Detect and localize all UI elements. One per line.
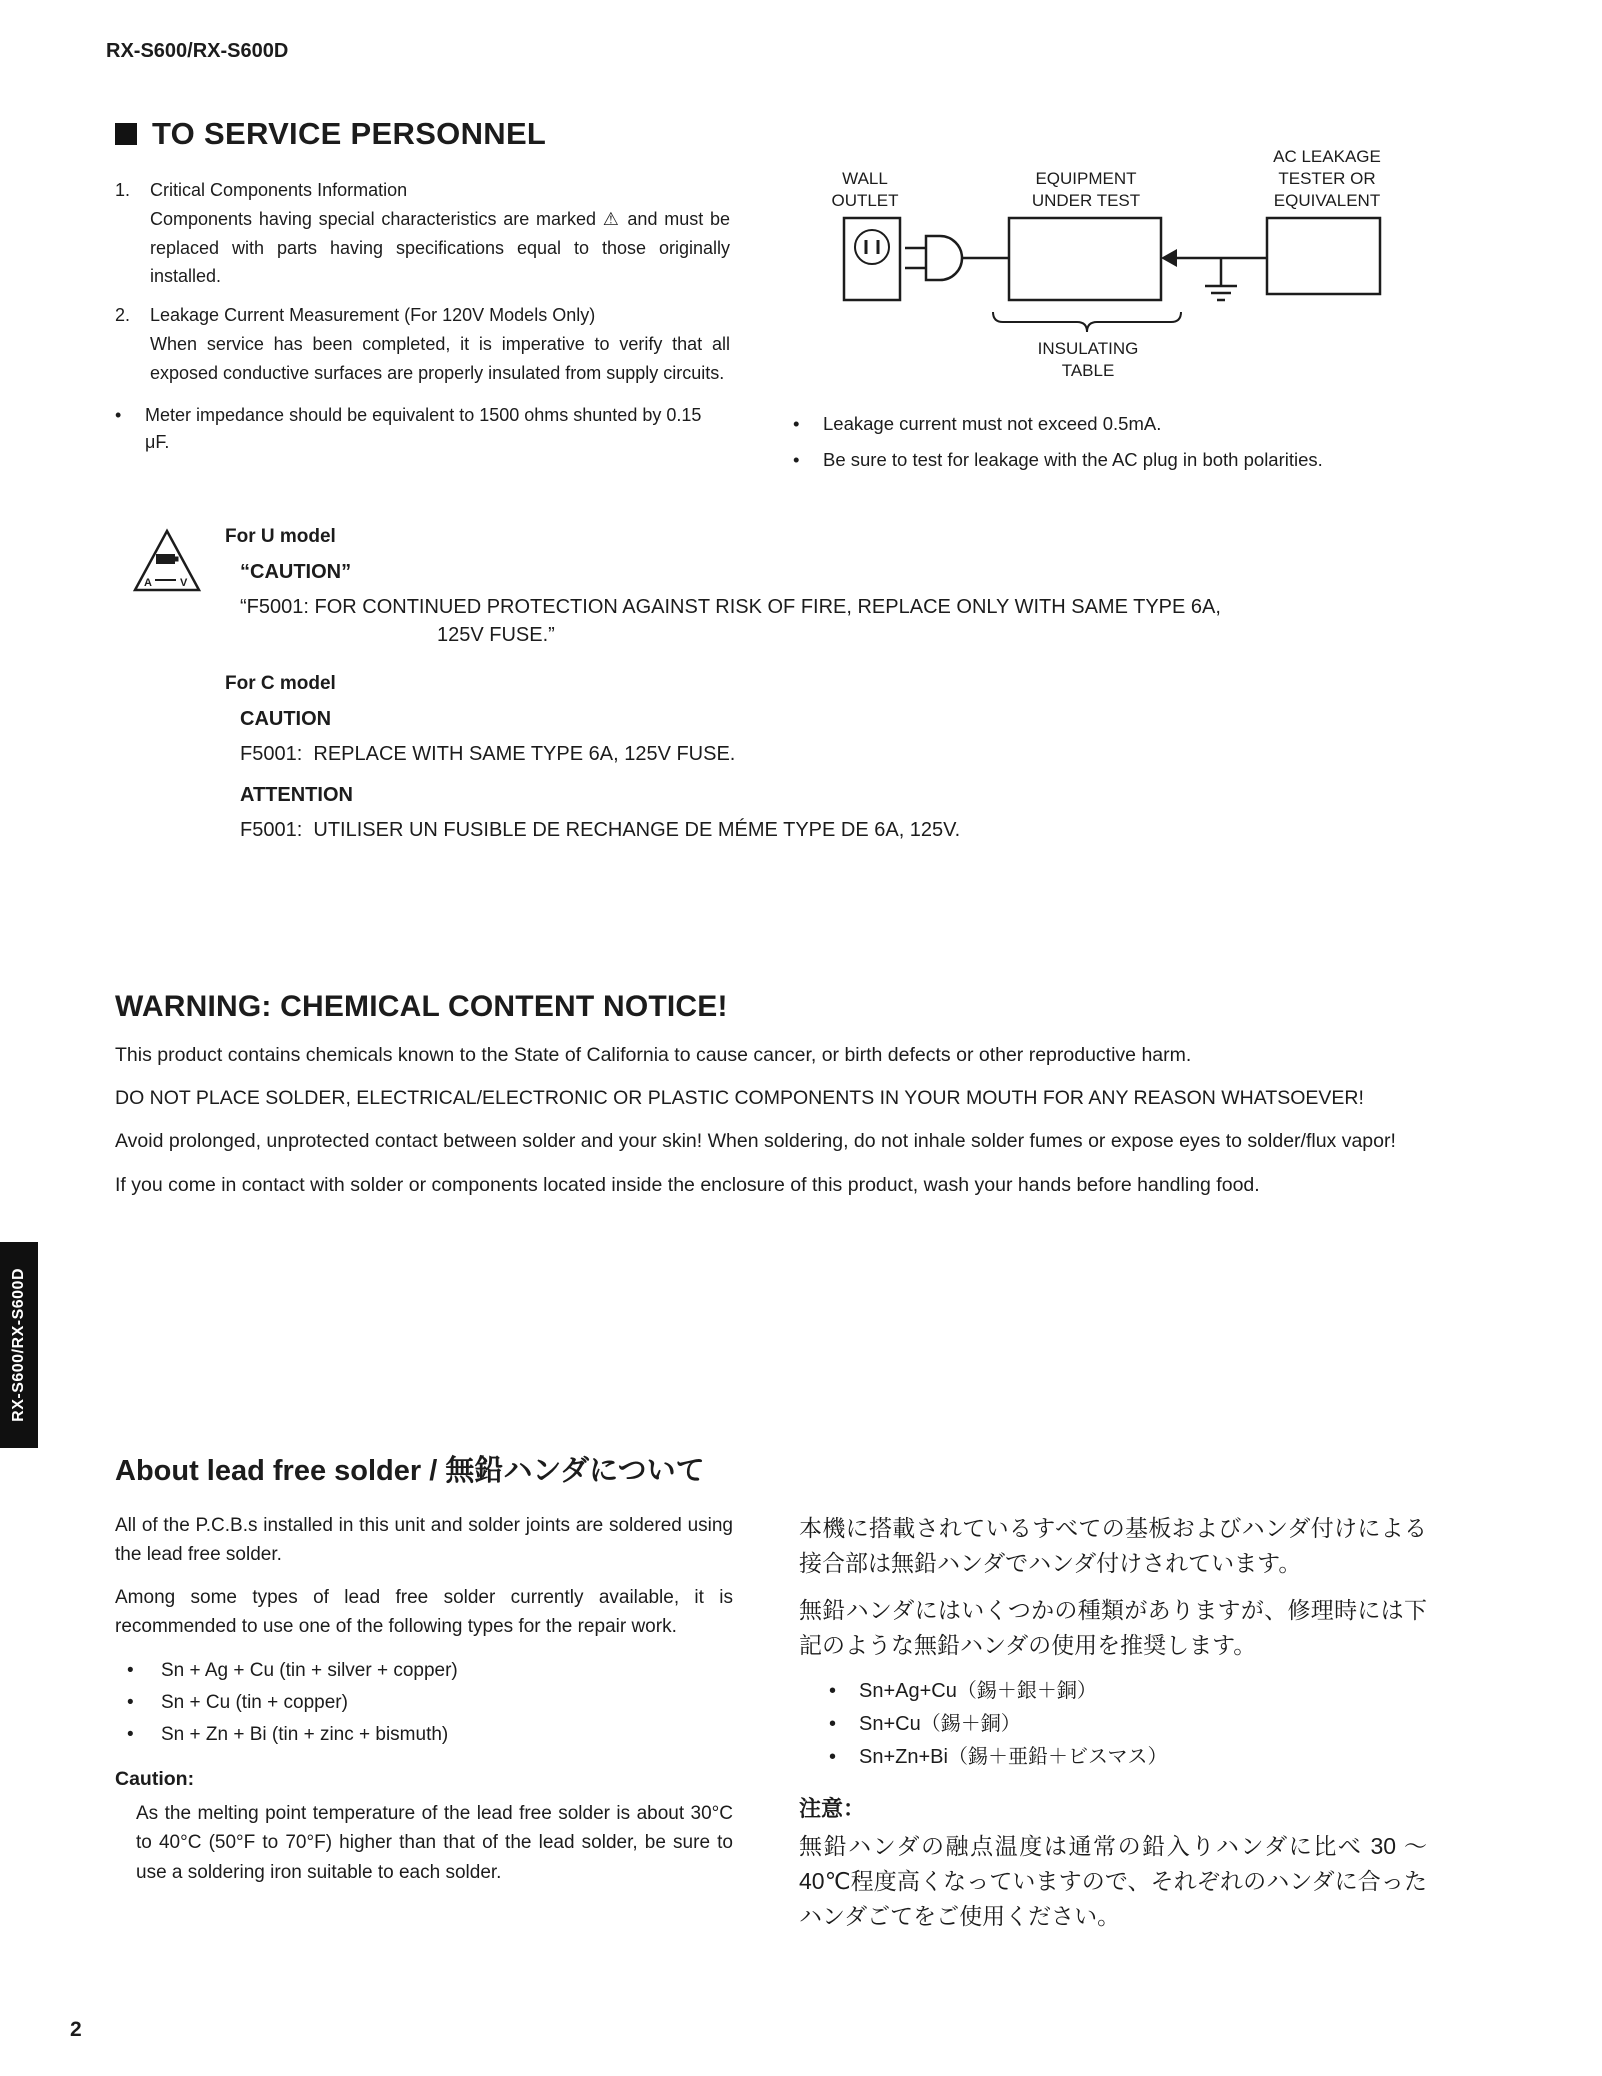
bullet-dot-icon: [127, 1655, 161, 1687]
item-body: Components having special characteristics are marked ⚠ and must be replaced with parts having specifications equal to those originally installed.: [150, 208, 730, 287]
list-item: [799, 1708, 1427, 1741]
c-model-title: For C model: [225, 673, 336, 694]
solder-japanese-column: [799, 1511, 1427, 1934]
c-model-caution-label: CAUTION: [240, 708, 332, 730]
u-model-fuse-line-1: “F5001: FOR CONTINUED PROTECTION AGAINST RISK OF FIRE, REPLACE ONLY WITH SAME TYPE 6A,: [240, 596, 1221, 618]
item-number: 2.: [115, 305, 131, 326]
fuse-caution-section: [132, 524, 1432, 844]
list-item: [115, 402, 730, 458]
item-body: When service has been completed, it is imperative to verify that all exposed conductive surfaces are properly insulated from supply circuits.: [150, 333, 730, 383]
bullet-text: Sn+Ag+Cu（錫＋銀＋銅）: [859, 1679, 1097, 1702]
bullet-text: Sn + Cu (tin + copper): [161, 1692, 348, 1714]
u-model-title: For U model: [225, 526, 336, 547]
leakage-bullet-list: [793, 411, 1445, 474]
bullet-dot-icon: [127, 1687, 161, 1719]
caution-label-ja: 注意：: [799, 1795, 866, 1821]
service-personnel-section: [115, 116, 1445, 470]
tester-box-icon: [1267, 218, 1380, 294]
item-number: 1.: [115, 180, 131, 200]
section-title: TO SERVICE PERSONNEL: [152, 116, 547, 151]
c-model-attention-label: ATTENTION: [240, 784, 353, 806]
bullet-text: Sn + Zn + Bi (tin + zinc + bismuth): [161, 1724, 449, 1746]
item-title: Critical Components Information: [150, 180, 408, 200]
chemical-warning-section: [115, 990, 1427, 1213]
service-text-column: [115, 176, 730, 457]
warning-title: WARNING: CHEMICAL CONTENT NOTICE!: [115, 990, 728, 1023]
lead-free-solder-section: [115, 1448, 1427, 1934]
bullet-dot-icon: [829, 1741, 859, 1774]
leakage-diagram-column: [793, 146, 1445, 474]
label-insulating-table: INSULATING TABLE: [1037, 339, 1139, 380]
u-model-fuse-line-2: 125V FUSE.”: [437, 624, 555, 646]
list-item: [115, 1687, 733, 1719]
solder-type-list-ja: [799, 1675, 1427, 1774]
equipment-box-icon: [1009, 218, 1161, 300]
list-item: [115, 176, 730, 291]
u-model-caution-label: “CAUTION”: [240, 561, 352, 583]
c-model-caution-line: F5001: REPLACE WITH SAME TYPE 6A, 125V FUSE.: [240, 743, 736, 765]
ground-icon: [1205, 258, 1237, 300]
svg-text:A: A: [144, 577, 152, 589]
list-item: [793, 411, 1445, 438]
brace-icon: [993, 312, 1181, 332]
list-item: [793, 447, 1445, 474]
warning-paragraph: DO NOT PLACE SOLDER, ELECTRICAL/ELECTRONIC OR PLASTIC COMPONENTS IN YOUR MOUTH FOR ANY REASON WHATSOEVER!: [115, 1087, 1364, 1110]
ac-plug-icon: [905, 236, 1009, 280]
list-item: [115, 1655, 733, 1687]
arrow-icon: [1161, 249, 1267, 267]
solder-paragraph-ja: 無鉛ハンダにはいくつかの種類がありますが、修理時には下記のような無鉛ハンダの使用を推奨します。: [799, 1596, 1427, 1658]
solder-paragraph-ja: 本機に搭載されているすべての基板およびハンダ付けによる接合部は無鉛ハンダでハンダ付けされています。: [799, 1515, 1427, 1576]
list-item: [115, 1719, 733, 1751]
list-item: [799, 1741, 1427, 1774]
bullet-text: Leakage current must not exceed 0.5mA.: [823, 413, 1162, 434]
bullet-dot-icon: [829, 1675, 859, 1708]
bullet-text: Sn+Zn+Bi（錫＋亜鉛＋ビスマス）: [859, 1745, 1168, 1768]
bullet-dot-icon: [793, 447, 823, 474]
bullet-text: Meter impedance should be equivalent to 1500 ohms shunted by 0.15 μF.: [145, 404, 702, 453]
item-title: Leakage Current Measurement (For 120V Models Only): [150, 305, 596, 326]
bullet-dot-icon: [115, 402, 145, 458]
warning-paragraph: This product contains chemicals known to the State of California to cause cancer, or birth defects or other reproductive harm.: [115, 1044, 1192, 1066]
svg-text:V: V: [180, 577, 188, 589]
bullet-text: Be sure to test for leakage with the AC plug in both polarities.: [823, 448, 1323, 470]
bullet-dot-icon: [829, 1708, 859, 1741]
list-item: [799, 1675, 1427, 1708]
warning-paragraph: Avoid prolonged, unprotected contact between solder and your skin! When soldering, do not inhale solder fumes or expose eyes to solder/flux vapor!: [115, 1130, 1396, 1153]
page-number: 2: [70, 2018, 82, 2041]
wall-outlet-icon: [844, 218, 900, 300]
label-wall-outlet: WALL OUTLET: [831, 169, 899, 210]
bullet-dot-icon: [127, 1719, 161, 1751]
solder-paragraph: All of the P.C.B.s installed in this unit and solder joints are soldered using the lead free solder.: [115, 1515, 733, 1566]
square-bullet-icon: [115, 123, 137, 145]
page-title: RX-S600/RX-S600D: [106, 40, 289, 62]
caution-body-ja: 無鉛ハンダの融点温度は通常の鉛入りハンダに比べ 30 〜 40℃程度高くなっていますので、それぞれのハンダに合ったハンダごてをご使用ください。: [799, 1832, 1427, 1929]
solder-title: About lead free solder / 無鉛ハンダについて: [115, 1455, 705, 1487]
warning-paragraph: If you come in contact with solder or components located inside the enclosure of this product, wash your hands before handling food.: [115, 1173, 1260, 1196]
label-equipment-under-test: EQUIPMENT UNDER TEST: [1031, 169, 1141, 210]
leakage-test-diagram: [793, 146, 1445, 391]
sidebar-tab-label: RX-S600/RX-S600D: [10, 1268, 27, 1422]
sidebar-model-tab: [0, 1242, 38, 1448]
c-model-attention-line: F5001: UTILISER UN FUSIBLE DE RECHANGE DE MÉME TYPE DE 6A, 125V.: [240, 819, 961, 841]
solder-english-column: [115, 1511, 733, 1934]
list-item: [115, 301, 730, 387]
bullet-dot-icon: [793, 411, 823, 438]
label-ac-leakage-tester: AC LEAKAGE TESTER OR EQUIVALENT: [1273, 147, 1381, 210]
solder-type-list: [115, 1655, 733, 1752]
caution-label: Caution:: [115, 1767, 195, 1790]
solder-paragraph: Among some types of lead free solder currently available, it is recommended to use one of the following types for the repair work.: [115, 1586, 733, 1638]
caution-triangle-icon: [132, 528, 202, 594]
fuse-text-block: [225, 524, 1432, 844]
bullet-text: Sn+Cu（錫＋銅）: [859, 1712, 1021, 1735]
caution-body: As the melting point temperature of the lead free solder is about 30°C to 40°C (50°F to 70°F) higher than that of the lead solder, be sure to use a soldering iron suitable to each solder.: [136, 1802, 733, 1883]
bullet-text: Sn + Ag + Cu (tin + silver + copper): [161, 1659, 458, 1681]
